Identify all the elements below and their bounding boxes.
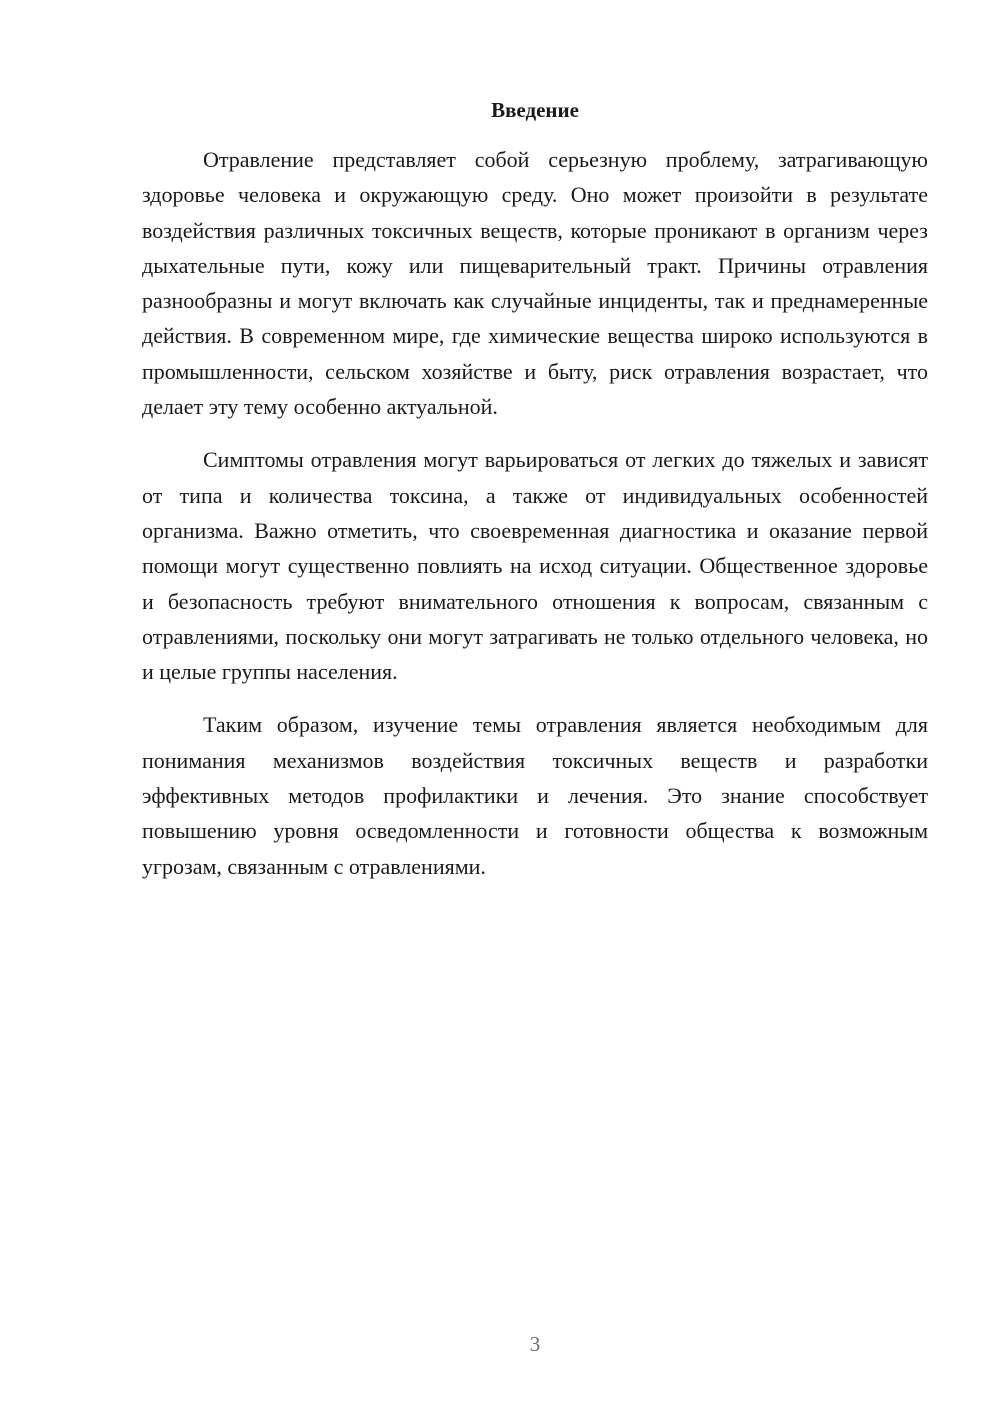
body-text [142,142,928,902]
page-number: 3 [529,1332,541,1356]
paragraph-2: Симптомы отравления могут варьироваться от легких до тяжелых и зависят от типа и количества токсина, а также от индивидуальных особенностей организма. Важно отметить, что своевременная диагностика и оказание первой помощи могут существенно повлиять на исход ситуации. Общественное здоровье и безопасность требуют внимательного отношения к вопросам, связанным с отравлениями, поскольку они могут затрагивать не только отдельного человека, но и целые группы населения. [142,447,928,685]
section-heading: Введение [491,98,579,122]
paragraph-1: Отравление представляет собой серьезную проблему, затрагивающую здоровье человека и окружающую среду. Оно может произойти в результате воздействия различных токсичных веществ, которые проникают в организм через дыхательные пути, кожу или пищеварительный тракт. Причины отравления разнообразны и могут включать как случайные инциденты, так и преднамеренные действия. В современном мире, где химические вещества широко используются в промышленности, сельском хозяйстве и быту, риск отравления возрастает, что делает эту тему особенно актуальной. [142,147,928,420]
paragraph-3: Таким образом, изучение темы отравления является необходимым для понимания механизмов воздействия токсичных веществ и разработки эффективных методов профилактики и лечения. Это знание способствует повышению уровня осведомленности и готовности общества к возможным угрозам, связанным с отравлениями. [142,712,928,879]
